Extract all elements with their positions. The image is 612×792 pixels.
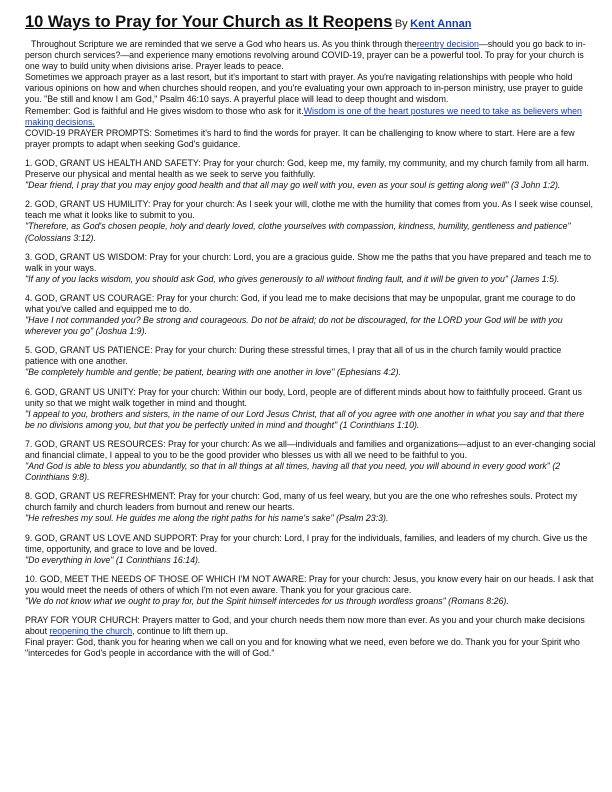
prayer-text: 1. GOD, GRANT US HEALTH AND SAFETY: Pray for your church: God, keep me, my family, my community, and my church family from all harm. Preserve our physical and mental health as we seek to serve you faithfully. (25, 157, 589, 180)
author-link[interactable]: Kent Annan (410, 18, 472, 30)
intro-section (25, 39, 596, 150)
prayer-item (25, 491, 596, 524)
prayer-text: 6. GOD, GRANT US UNITY: Pray for your church: Within our body, Lord, people are of different minds about how to faithfully proceed. Grant us unity so that we might walk together in mind and thought. (25, 386, 582, 408)
prayer-item (25, 533, 596, 566)
prayer-text: 2. GOD, GRANT US HUMILITY: Pray for your church: As I seek your will, clothe me with the humility that comes from you. As I seek wise counsel, teach me what it looks like to submit to you. (25, 199, 593, 221)
closing-paragraph (25, 615, 596, 637)
prayer-text: 8. GOD, GRANT US REFRESHMENT: Pray for your church: God, many of us feel weary, but you are the one who refreshes souls. Protect my church family and church leaders from burnout and renew our hearts. (25, 491, 578, 513)
wisdom-link[interactable]: Wisdom is one of the heart postures we need to take as believers when making decisions. (25, 105, 582, 127)
prayer-verse: "Be completely humble and gentle; be patient, bearing with one another in love" (Ephesians 4:2). (25, 367, 401, 378)
prayer-verse: "Dear friend, I pray that you may enjoy good health and that all may go well with you, even as your soul is getting along well" (3 John 1:2). (25, 180, 561, 191)
reentry-decision-link[interactable]: reentry decision (416, 39, 479, 49)
intro-paragraph-1 (25, 39, 596, 72)
prayer-item (25, 158, 596, 191)
prayer-verse: "Have I not commanded you? Be strong and courageous. Do not be afraid; do not be discouraged, for the LORD your God will be with you wherever you go" (Joshua 1:9). (25, 315, 563, 337)
prayer-verse: "If any of you lacks wisdom, you should ask God, who gives generously to all without finding fault, and it will be given to you" (James 1:5). (25, 273, 560, 284)
final-prayer: Final prayer: God, thank you for hearing when we call on you and for knowing what we need, even before we do. Thank you for your Spirit who "intercedes for God's people in accordance with the will of God." (25, 637, 580, 659)
prayer-item (25, 439, 596, 483)
article-title: 10 Ways to Pray for Your Church as It Reopens (25, 13, 393, 31)
closing-text: PRAY FOR YOUR CHURCH: Prayers matter to God, and your church needs them now more than ever. As you and your church make decisions about (25, 615, 585, 637)
byline-label: By (394, 18, 408, 30)
prayer-verse: "We do not know what we ought to pray for, but the Spirit himself intercedes for us through wordless groans" (Romans 8:26). (25, 596, 509, 607)
intro-paragraph-2: Sometimes we approach prayer as a last resort, but it's important to start with prayer. As you're navigating relationships with people who hold various opinions on how and when churches should reopen, and you're evaluating your own approach to in-person ministry, use prayer to guide you. "Be still and know I am God," Psalm 46:10 says. A prayerful place will lead to deep thought and wisdom. (25, 72, 584, 105)
reopening-church-link[interactable]: reopening the church (49, 626, 133, 637)
intro-p1-text: Throughout Scripture we are reminded that we serve a God who hears us. As you think through the (31, 39, 417, 49)
prayer-text: 3. GOD, GRANT US WISDOM: Pray for your church: Lord, you are a gracious guide. Show me the paths that you have prepared and teach me to walk in your ways. (25, 251, 592, 273)
intro-p1-text-after: —should you go back to in-person church services?—and experience many emotions revolving around COVID-19, prayer can be a powerful tool. To pray for your church is one way to build unity when divisions arise. Prayer leads to peace. (25, 39, 586, 72)
prayer-verse: "Do everything in love" (1 Corinthians 16:14). (25, 554, 201, 565)
prayer-item (25, 252, 596, 285)
intro-paragraph-3 (25, 106, 596, 128)
prayer-verse: "Therefore, as God's chosen people, holy and dearly loved, clothe yourselves with compassion, kindness, humility, gentleness and patience" (Colossians 3:12). (25, 221, 571, 243)
closing-section (25, 615, 596, 659)
intro-p3-text: Remember: God is faithful and He gives wisdom to those who ask for it. (25, 105, 304, 116)
prayer-verse: "And God is able to bless you abundantly, so that in all things at all times, having all that you need, you will abound in every good work" (2 Corinthians 9:8). (25, 461, 561, 483)
prayer-item (25, 293, 596, 337)
prayer-text: 5. GOD, GRANT US PATIENCE: Pray for your church: During these stressful times, I pray that all of us in the church family would practice patience with one another. (25, 345, 562, 367)
prayer-text: 9. GOD, GRANT US LOVE AND SUPPORT: Pray for your church: Lord, I pray for the individuals, families, and leaders of my church. Give us the time, opportunity, and grace to love and be loved. (25, 532, 588, 554)
prayer-verse: "I appeal to you, brothers and sisters, in the name of our Lord Jesus Christ, that all of you agree with one another in what you say and that there be no divisions among you, but that you be perfectly united in mind and thought" (1 Corinthians 1:10). (25, 408, 585, 430)
intro-paragraph-4: COVID-19 PRAYER PROMPTS: Sometimes it's hard to find the words for prayer. It can be challenging to know where to start. Here are a few prayer prompts to adapt when seeking God's guidance. (25, 127, 575, 149)
prayer-item (25, 345, 596, 378)
prayer-item (25, 199, 596, 243)
prayer-item (25, 574, 596, 607)
prayer-text: 7. GOD, GRANT US RESOURCES: Pray for your church: As we all—individuals and families and organizations—adjust to an ever-changing social and financial climate, I appeal to you to be the good provider who blesses us with all we need to be faithful to you. (25, 438, 596, 460)
prayer-verse: "He refreshes my soul. He guides me along the right paths for his name's sake" (Psalm 23:3). (25, 513, 389, 524)
prayer-text: 10. GOD, MEET THE NEEDS OF THOSE OF WHICH I'M NOT AWARE: Pray for your church: Jesus, you know every hair on our heads. I ask that you would meet the needs of others of which I'm not even aware. Thank you for your gracious care. (25, 573, 594, 595)
closing-text-after: , continue to lift them up. (132, 626, 228, 637)
prayer-item (25, 387, 596, 431)
prayer-text: 4. GOD, GRANT US COURAGE: Pray for your church: God, if you lead me to make decisions that may be unpopular, grant me courage to do what you've called and equipped me to do. (25, 292, 576, 314)
title-line (25, 12, 596, 34)
